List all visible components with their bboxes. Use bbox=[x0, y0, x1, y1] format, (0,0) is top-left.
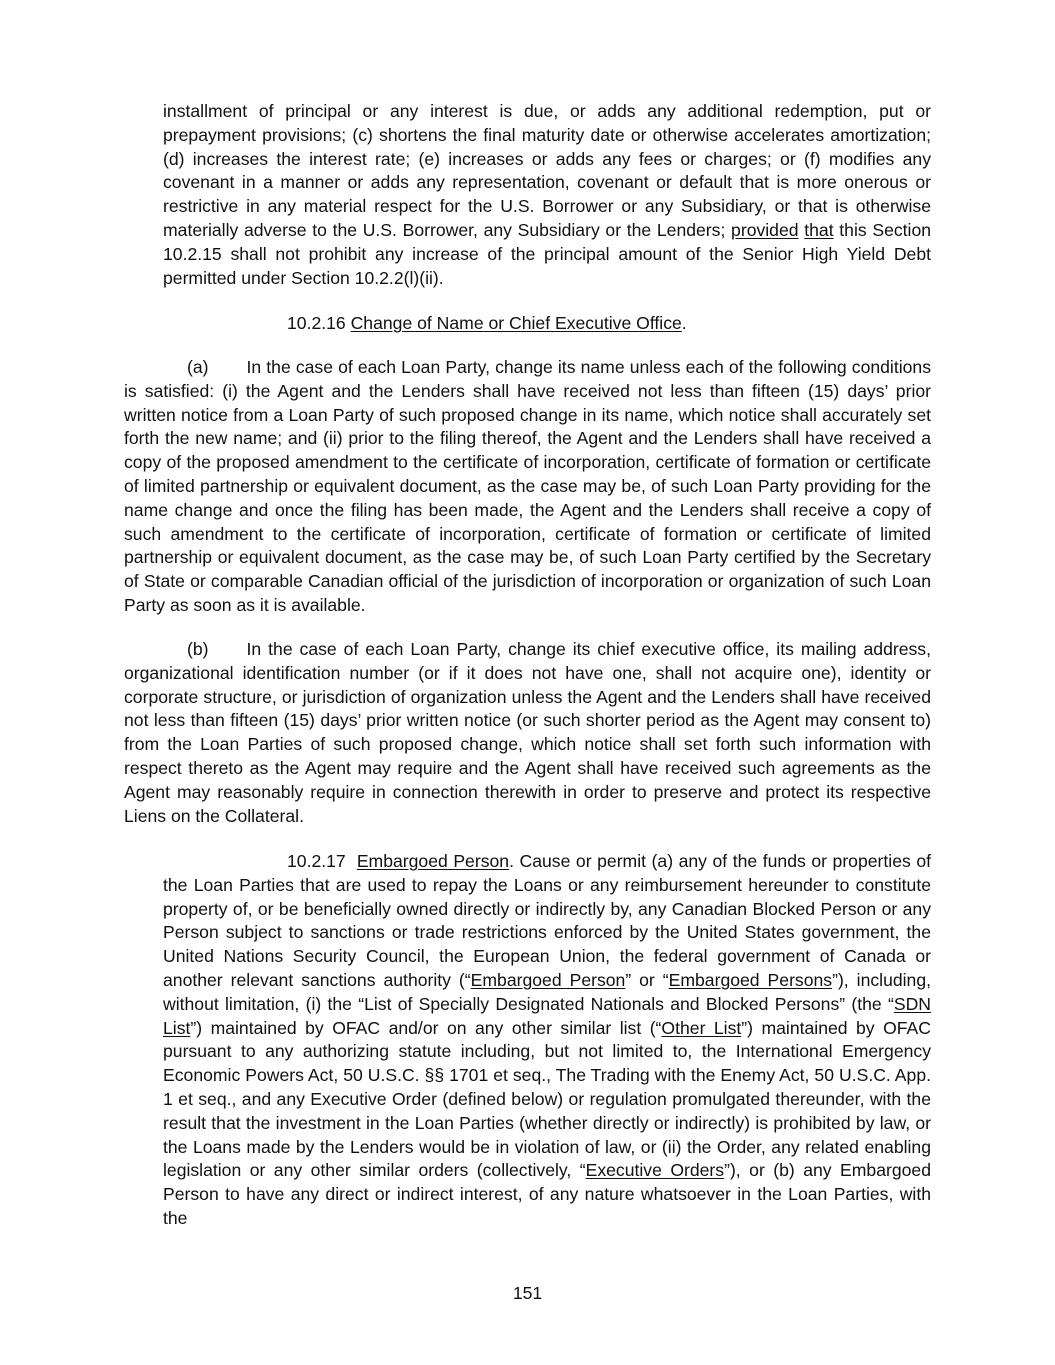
paragraph-b-label: (b) bbox=[187, 639, 209, 659]
term-embargoed-persons: Embargoed Persons bbox=[668, 969, 833, 990]
page-number: 151 bbox=[512, 1283, 543, 1303]
section-10-2-17-seg4: ”) maintained by OFAC and/or on any other similar list (“ bbox=[190, 1017, 662, 1038]
proviso-provided: provided bbox=[731, 219, 799, 240]
section-title-10-2-17: Embargoed Person bbox=[356, 851, 510, 871]
section-number-10-2-17: 10.2.17 bbox=[287, 851, 346, 871]
proviso-that: that bbox=[804, 219, 834, 240]
section-title-10-2-16: Change of Name or Chief Executive Office bbox=[350, 313, 682, 333]
section-heading-10-2-16 bbox=[287, 312, 927, 336]
para1-text-after: this Section 10.2.15 shall not prohibit any increase of the principal amount of the Senior High Yield Debt permitted under Section 10.2.2(l)(ii). bbox=[163, 219, 932, 288]
section-title-period: . bbox=[681, 313, 687, 333]
section-number-10-2-16: 10.2.16 bbox=[287, 313, 346, 333]
section-10-2-17-seg3: ”), including, without limitation, (i) the “List of Specially Designated Nationals and Blocked Persons” (the “ bbox=[163, 969, 931, 1014]
section-10-2-17-seg2: ” or “ bbox=[625, 969, 669, 990]
term-sdn-list: SDN List bbox=[163, 993, 931, 1038]
term-embargoed-person: Embargoed Person bbox=[470, 969, 626, 990]
paragraph-a bbox=[124, 356, 931, 618]
paragraph-b bbox=[124, 638, 931, 828]
term-executive-orders: Executive Orders bbox=[585, 1160, 725, 1181]
paragraph-a-label: (a) bbox=[187, 357, 209, 377]
paragraph-b-text: In the case of each Loan Party, change its chief executive office, its mailing address, organizational identification number (or if it does not have one, shall not acquire one), identity or corporate structure, or jurisdiction of organization unless the Agent and the Lenders shall have received not less than fifteen (15) days’ prior written notice (or such shorter period as the Agent may consent to) from the Loan Parties of such proposed change, which notice shall set forth such information with respect thereto as the Agent may require and the Agent shall have received such agreements as the Agent may reasonably require in connection therewith in order to preserve and protect its respective Liens on the Collateral. bbox=[124, 639, 931, 826]
paragraph-a-text: In the case of each Loan Party, change its name unless each of the following conditions is satisfied: (i) the Agent and the Lenders shall have received not less than fifteen (15) days’ prior written notice from a Loan Party of such proposed change in its name, which notice shall accurately set forth the new name; and (ii) prior to the filing thereof, the Agent and the Lenders shall have received a copy of the proposed amendment to the certificate of incorporation, certificate of formation or certificate of limited partnership or equivalent document, as the case may be, of such Loan Party providing for the name change and once the filing has been made, the Agent and the Lenders shall receive a copy of such amendment to the certificate of incorporation, certificate of formation or certificate of limited partnership or equivalent document, as the case may be, of such Loan Party certified by the Secretary of State or comparable Canadian official of the jurisdiction of incorporation or organization of such Loan Party as soon as it is available. bbox=[124, 357, 931, 615]
section-10-2-17-seg5: ”) maintained by OFAC pursuant to any authorizing statute including, but not limited to, the International Emergency Economic Powers Act, 50 U.S.C. §§ 1701 et seq., The Trading with the Enemy Act, 50 U.S.C. App. 1 et seq., and any Executive Order (defined below) or regulation promulgated thereunder, with the result that the investment in the Loan Parties (whether directly or indirectly) is prohibited by law, or the Loans made by the Lenders would be in violation of law, or (ii) the Order, any related enabling legislation or any other similar orders (collectively, “ bbox=[163, 1017, 931, 1181]
section-10-2-17 bbox=[163, 850, 931, 1231]
section-10-2-17-seg1: . Cause or permit (a) any of the funds or properties of the Loan Parties that are used to repay the Loans or any reimbursement hereunder to constitute property of, or be beneficially owned directly or indirectly by, any Canadian Blocked Person or any Person subject to sanctions or trade restrictions enforced by the United States government, the United Nations Security Council, the European Union, the federal government of Canada or another relevant sanctions authority (“ bbox=[163, 851, 932, 990]
paragraph-continuation-10-2-15 bbox=[163, 100, 931, 290]
para1-text-before: installment of principal or any interest is due, or adds any additional redemption, put or prepayment provisions; (c) shortens the final maturity date or otherwise accelerates amortization; (d) increases the interest rate; (e) increases or adds any fees or charges; or (f) modifies any covenant in a manner or adds any representation, covenant or default that is more onerous or restrictive in any material respect for the U.S. Borrower or any Subsidiary, or that is otherwise materially adverse to the U.S. Borrower, any Subsidiary or the Lenders; bbox=[163, 101, 931, 240]
section-10-2-17-seg6: ”), or (b) any Embargoed Person to have any direct or indirect interest, of any nature whatsoever in the Loan Parties, with the bbox=[163, 1160, 931, 1228]
term-other-list: Other List bbox=[661, 1017, 742, 1038]
